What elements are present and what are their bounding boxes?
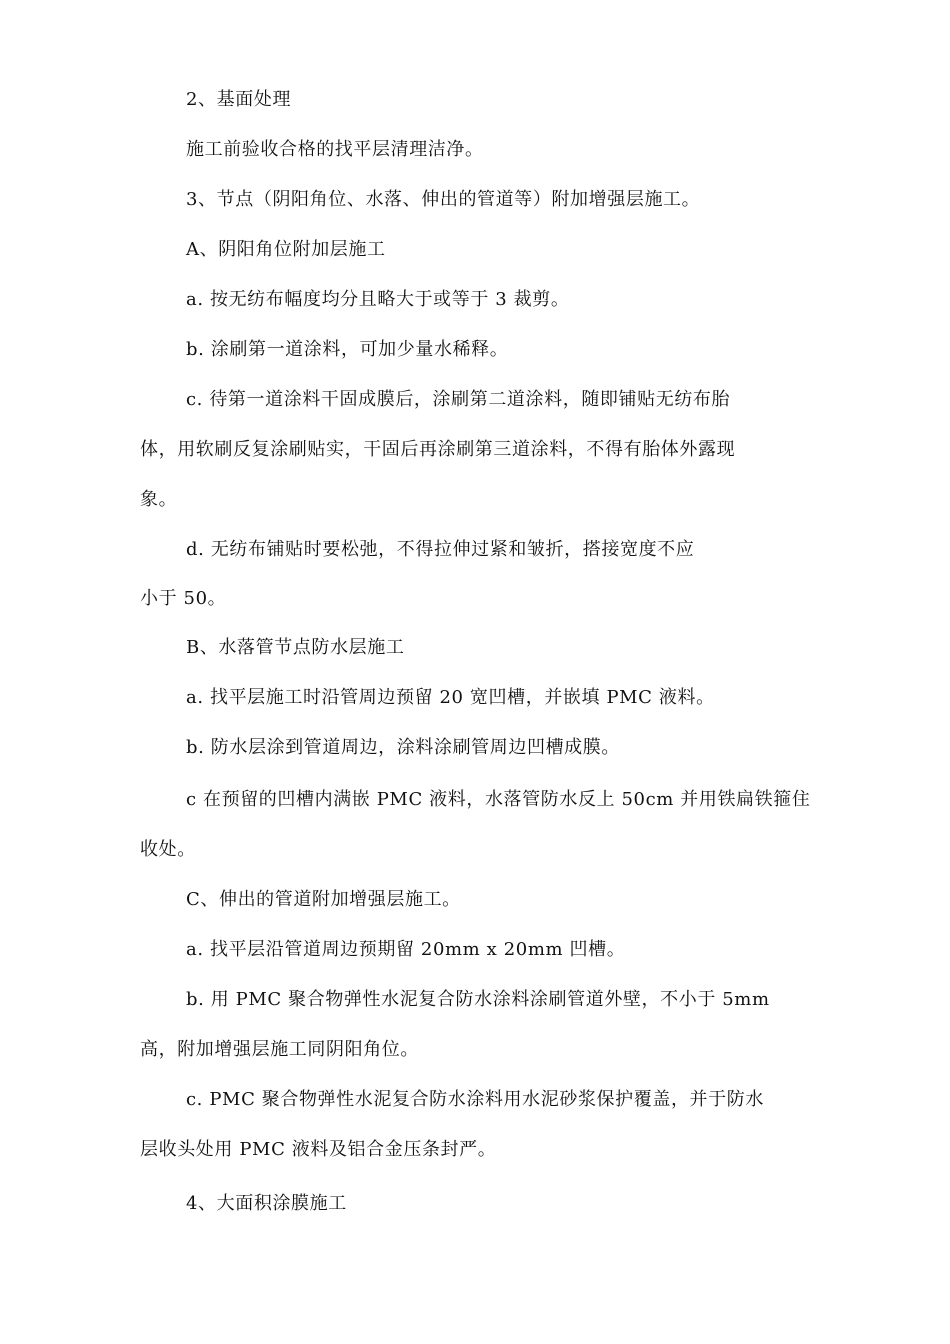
list-item: a. 按无纺布幅度均分且略大于或等于 3 裁剪。 <box>186 289 570 310</box>
section-heading-3: 3、节点（阴阳角位、水落、伸出的管道等）附加增强层施工。 <box>186 189 701 210</box>
list-item: c. PMC 聚合物弹性水泥复合防水涂料用水泥砂浆保护覆盖，并于防水 <box>186 1089 764 1110</box>
list-item: c 在预留的凹槽内满嵌 PMC 液料，水落管防水反上 50cm 并用铁扁铁箍住 <box>186 789 811 810</box>
list-item: b. 涂刷第一道涂料，可加少量水稀释。 <box>186 339 509 360</box>
section-heading-4: 4、大面积涂膜施工 <box>186 1193 347 1214</box>
list-item-continuation: 收处。 <box>140 839 196 860</box>
list-item-continuation: 层收头处用 PMC 液料及铝合金压条封严。 <box>140 1139 497 1160</box>
subsection-heading-a: A、阴阳角位附加层施工 <box>186 239 386 260</box>
list-item: c. 待第一道涂料干固成膜后，涂刷第二道涂料，随即铺贴无纺布胎 <box>186 389 731 410</box>
list-item-continuation: 小于 50。 <box>140 588 227 609</box>
list-item: a. 找平层沿管道周边预期留 20mm x 20mm 凹槽。 <box>186 939 626 960</box>
subsection-heading-b: B、水落管节点防水层施工 <box>186 637 405 658</box>
section-heading-2: 2、基面处理 <box>186 89 292 110</box>
paragraph-line: 施工前验收合格的找平层清理洁净。 <box>186 139 484 160</box>
list-item-continuation: 高，附加增强层施工同阴阳角位。 <box>140 1039 419 1060</box>
list-item: a. 找平层施工时沿管周边预留 20 宽凹槽，并嵌填 PMC 液料。 <box>186 687 715 708</box>
list-item: d. 无纺布铺贴时要松弛，不得拉伸过紧和皱折，搭接宽度不应 <box>186 539 695 560</box>
list-item: b. 防水层涂到管道周边，涂料涂刷管周边凹槽成膜。 <box>186 737 620 758</box>
list-item: b. 用 PMC 聚合物弹性水泥复合防水涂料涂刷管道外壁，不小于 5mm <box>186 989 770 1010</box>
list-item-continuation: 体，用软刷反复涂刷贴实，干固后再涂刷第三道涂料，不得有胎体外露现 <box>140 439 736 460</box>
subsection-heading-c: C、伸出的管道附加增强层施工。 <box>186 889 461 910</box>
list-item-continuation: 象。 <box>140 489 178 510</box>
